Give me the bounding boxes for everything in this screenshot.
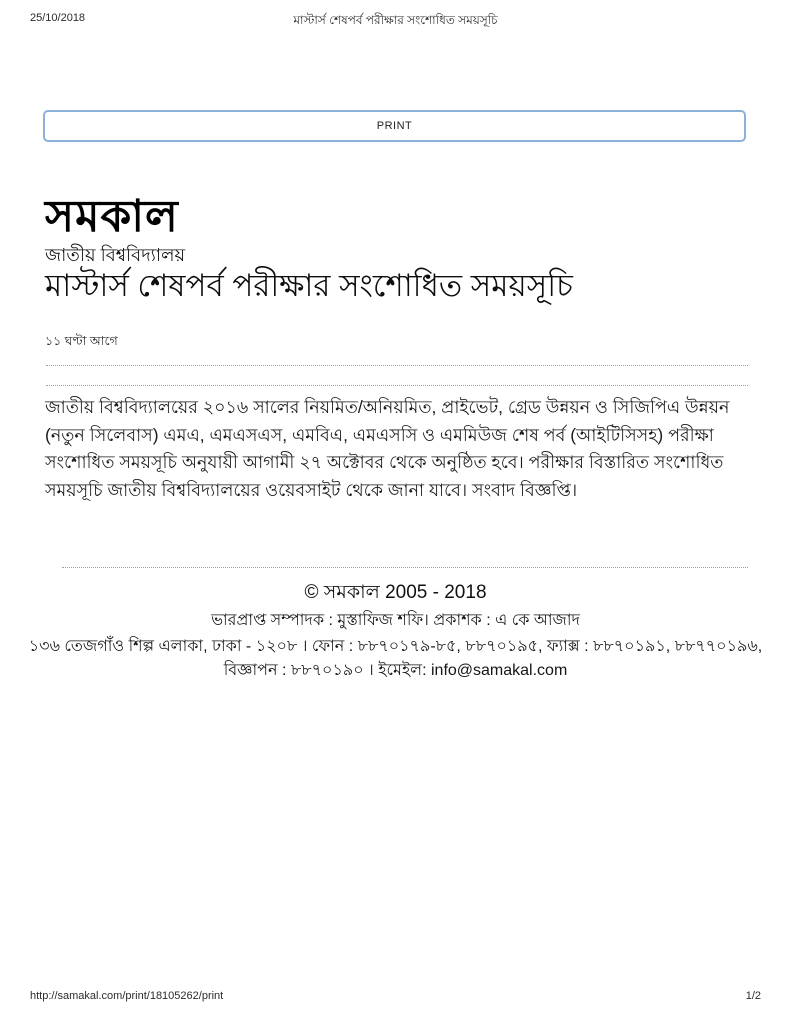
divider-footer — [62, 567, 748, 568]
divider-top-2 — [46, 385, 748, 386]
footer-editor-publisher: ভারপ্রাপ্ত সম্পাদক : মুস্তাফিজ শফি। প্রকাশক : এ কে আজাদ — [211, 612, 580, 629]
article-headline: মাস্টার্স শেষপর্ব পরীক্ষার সংশোধিত সময়সূচি — [45, 268, 573, 303]
print-footer-url: http://samakal.com/print/18105262/print — [30, 990, 224, 1002]
print-footer-page-number: 1/2 — [745, 990, 761, 1002]
print-header-title: মাস্টার্স শেষপর্ব পরীক্ষার সংশোধিত সময়সূচি — [293, 13, 498, 27]
samakal-logo: সমকাল — [45, 191, 179, 242]
article-timestamp: ১১ ঘণ্টা আগে — [45, 334, 118, 348]
footer-copyright: © সমকাল 2005 - 2018 — [304, 582, 487, 603]
article-body: জাতীয় বিশ্ববিদ্যালয়ের ২০১৬ সালের নিয়মিত/অনিয়মিত, প্রাইভেট, গ্রেড উন্নয়ন ও সিজিপিএ উন্নয়ন (নতুন সিলেবাস) এমএ, এমএসএস, এমবিএ, এমএসসি ও এমমিউজ শেষ পর্ব (আইটিসিসহ) পরীক্ষা সংশোধিত সময়সূচি অনুযায়ী আগামী ২৭ অক্টোবর থেকে অনুষ্ঠিত হবে। পরীক্ষার বিস্তারিত সংশোধিত সময়সূচি জাতীয় বিশ্ববিদ্যালয়ের ওয়েবসাইট থেকে জানা যাবে। সংবাদ বিজ্ঞপ্তি। — [45, 397, 730, 500]
footer-ad-email: বিজ্ঞাপন : ৮৮৭০১৯০ । ইমেইল: info@samakal.com — [223, 662, 568, 679]
article-category: জাতীয় বিশ্ববিদ্যালয় — [45, 245, 186, 265]
footer-address-phone: ১৩৬ তেজগাঁও শিল্প এলাকা, ঢাকা - ১২০৮ । ফোন : ৮৮৭০১৭৯-৮৫, ৮৮৭০১৯৫, ফ্যাক্স : ৮৮৭০১৯১, ৮৮৭৭০১৯৬, — [28, 638, 763, 655]
divider-top-1 — [46, 365, 748, 366]
print-header-date: 25/10/2018 — [30, 12, 86, 24]
print-button[interactable]: PRINT — [43, 110, 746, 142]
